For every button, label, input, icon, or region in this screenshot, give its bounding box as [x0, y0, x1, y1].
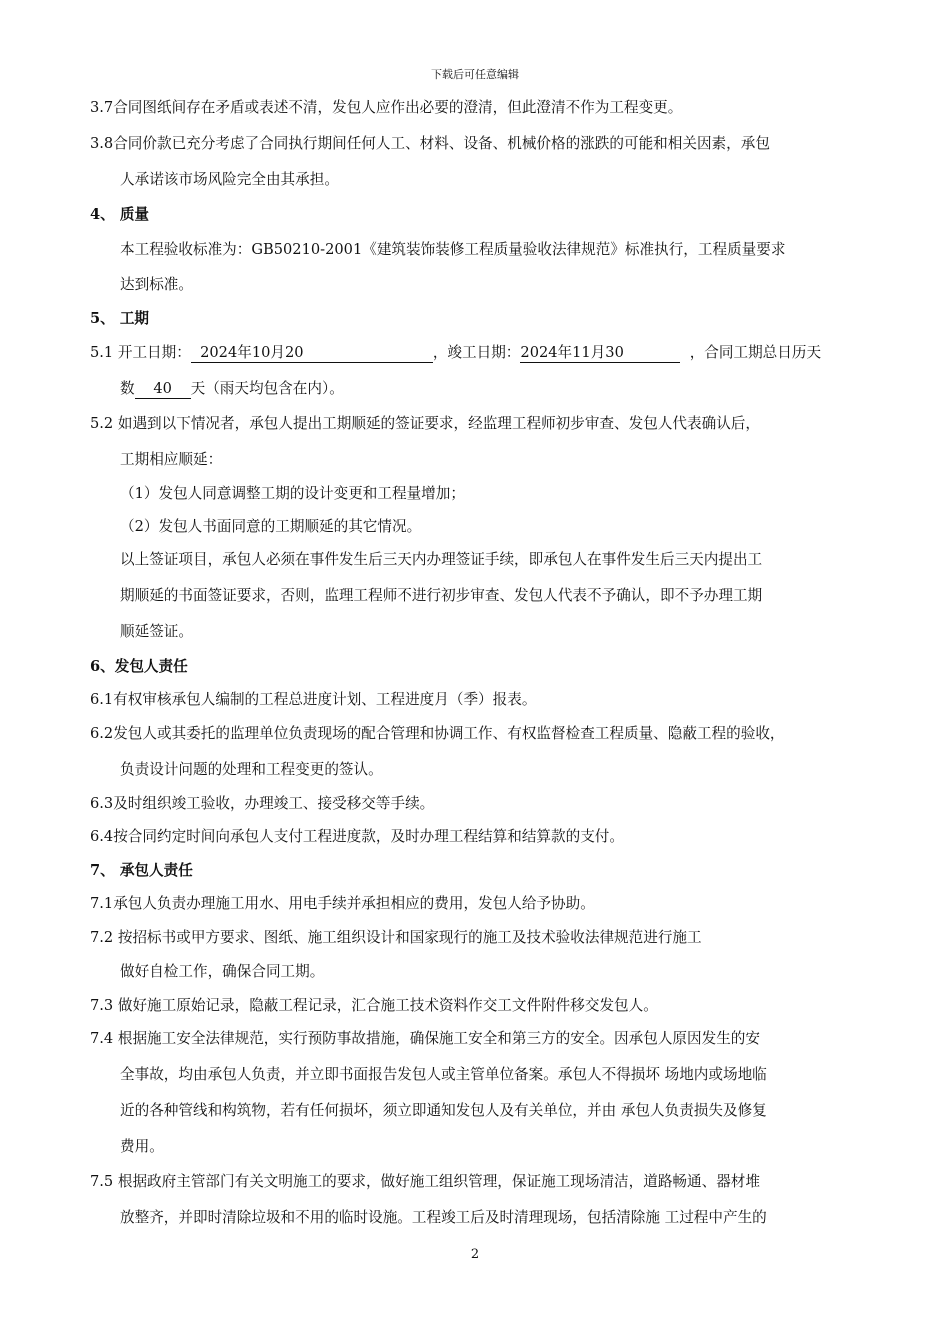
clause-5-2-note: 以上签证项目，承包人必须在事件发生后三天内办理签证手续，即承包人在事件发生后三天内提出工 — [120, 551, 763, 568]
quality-standard: 本工程验收标准为：GB50210-2001《建筑装饰装修工程质量验收法律规范》标准执行，工程质量要求 — [120, 241, 786, 258]
clause-7-4-cont-2: 近的各种管线和构筑物，若有任何损坏，须立即通知发包人及有关单位，并由 承包人负责损失及修复 — [120, 1102, 767, 1119]
clause-7-4-cont-1: 全事故，均由承包人负责，并立即书面报告发包人或主管单位备案。承包人不得损坏 场地内或场地临 — [120, 1066, 767, 1083]
clause-5-2-note-cont-1: 期顺延的书面签证要求，否则，监理工程师不进行初步审查、发包人代表不予确认，即不予办理工期 — [120, 587, 763, 604]
total-days-note: 天（雨天均包含在内）。 — [190, 380, 344, 397]
section-7-heading: 7、 承包人责任 — [90, 862, 193, 879]
clause-5-2-note-cont-2: 顺延签证。 — [120, 623, 193, 640]
clause-7-5-cont: 放整齐，并即时清除垃圾和不用的临时设施。工程竣工后及时清理现场，包括清除施 工过程中产生的 — [120, 1209, 767, 1226]
clause-7-4-cont-3: 费用。 — [120, 1138, 164, 1155]
clause-5-2: 5.2 如遇到以下情况者，承包人提出工期顺延的签证要求，经监理工程师初步审查、发包人代表确认后， — [90, 415, 760, 432]
page-number: 2 — [470, 1247, 480, 1262]
clause-5-2-cont: 工期相应顺延： — [120, 451, 223, 468]
section-5-heading: 5、 工期 — [90, 310, 150, 327]
clause-7-3: 7.3 做好施工原始记录，隐蔽工程记录，汇合施工技术资料作交工文件附件移交发包人。 — [90, 997, 658, 1014]
clause-7-4: 7.4 根据施工安全法律规范，实行预防事故措施，确保施工安全和第三方的安全。因承包人原因发生的安 — [90, 1030, 760, 1047]
clause-5-1-cont: 数 40 天（雨天均包含在内）。 — [120, 380, 344, 397]
end-date-value: 2024年11月30 — [520, 344, 680, 363]
clause-3-8-cont: 人承诺该市场风险完全由其承担。 — [120, 171, 339, 188]
start-date-label: 5.1 开工日期： — [90, 344, 191, 361]
end-date-label: ，竣工日期： — [432, 344, 521, 361]
clause-3-7: 3.7合同图纸间存在矛盾或表述不清，发包人应作出必要的澄清，但此澄清不作为工程变更。 — [90, 99, 683, 116]
clause-7-2-cont: 做好自检工作，确保合同工期。 — [120, 963, 325, 980]
total-days-value: 40 — [135, 380, 191, 399]
clause-6-2: 6.2发包人或其委托的监理单位负责现场的配合管理和协调工作、有权监督检查工程质量、隐蔽工程的验收， — [90, 725, 785, 742]
clause-6-4: 6.4按合同约定时间向承包人支付工程进度款，及时办理工程结算和结算款的支付。 — [90, 828, 624, 845]
page-header: 下载后可任意编辑 — [431, 68, 519, 81]
clause-3-8: 3.8合同价款已充分考虑了合同执行期间任何人工、材料、设备、机械价格的涨跌的可能和相关因素，承包 — [90, 135, 770, 152]
quality-standard-cont: 达到标准。 — [120, 276, 193, 293]
clause-7-2: 7.2 按招标书或甲方要求、图纸、施工组织设计和国家现行的施工及技术验收法律规范进行施工 — [90, 929, 702, 946]
clause-7-5: 7.5 根据政府主管部门有关文明施工的要求，做好施工组织管理，保证施工现场清洁，道路畅通、器材堆 — [90, 1173, 760, 1190]
clause-7-1: 7.1承包人负责办理施工用水、用电手续并承担相应的费用，发包人给予协助。 — [90, 895, 595, 912]
clause-6-2-cont: 负责设计问题的处理和工程变更的签认。 — [120, 761, 383, 778]
total-days-label: ，合同工期总日历天 — [689, 344, 822, 361]
start-date-value: 2024年10月20 — [191, 344, 433, 363]
section-4-heading: 4、 质量 — [90, 206, 150, 223]
clause-5-1 — [90, 343, 821, 363]
clause-5-2-item-1: （1）发包人同意调整工期的设计变更和工程量增加； — [120, 485, 465, 502]
clause-5-2-item-2: （2）发包人书面同意的工期顺延的其它情况。 — [120, 518, 422, 535]
clause-6-3: 6.3及时组织竣工验收，办理竣工、接受移交等手续。 — [90, 795, 435, 812]
section-6-heading: 6、发包人责任 — [90, 658, 188, 675]
clause-6-1: 6.1有权审核承包人编制的工程总进度计划、工程进度月（季）报表。 — [90, 691, 537, 708]
